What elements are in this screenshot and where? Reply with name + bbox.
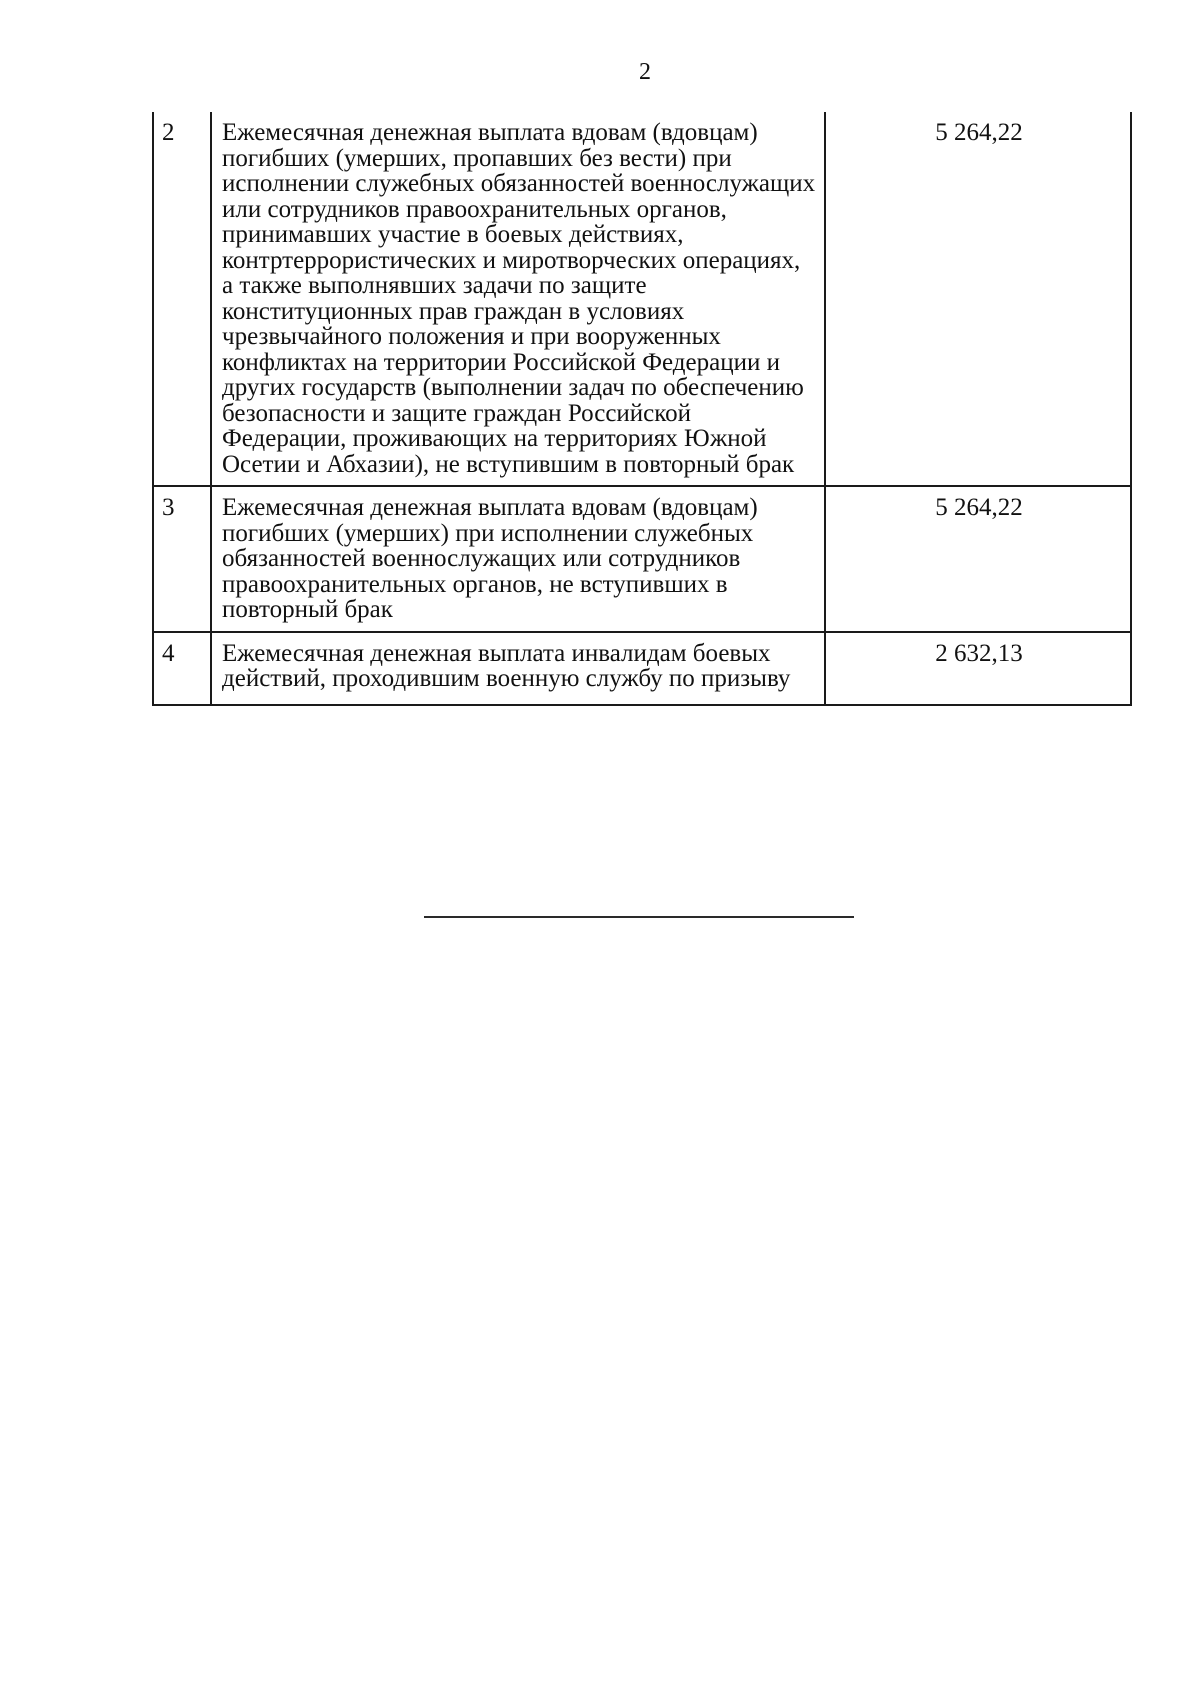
page-number: 2 [639, 59, 651, 85]
table-row [153, 112, 1131, 486]
payment-description: Ежемесячная денежная выплата вдовам (вдовцам) погибших (умерших, пропавших без вести) при исполнении служебных обязанностей военнослужащих или сотрудников правоохранительных органов, принимавших участие в боевых действиях, контртеррористических и миротворческих операциях, а также выполнявших задачи по защите конституционных прав граждан в условиях чрезвычайного положения и при вооруженных конфликтах на территории Российской Федерации и других государств (выполнении задач по обеспечению безопасности и защите граждан Российской Федерации, проживающих на территориях Южной Осетии и Абхазии), не вступившим в повторный брак [211, 112, 825, 486]
payment-description: Ежемесячная денежная выплата инвалидам боевых действий, проходившим военную службу по призыву [211, 632, 825, 705]
row-number: 2 [153, 112, 211, 486]
table-row [153, 632, 1131, 705]
row-number: 3 [153, 486, 211, 632]
payment-amount: 5 264,22 [825, 112, 1131, 486]
payments-table [152, 112, 1132, 706]
end-of-document-rule [424, 916, 854, 918]
table-row [153, 486, 1131, 632]
payment-description: Ежемесячная денежная выплата вдовам (вдовцам) погибших (умерших) при исполнении служебных обязанностей военнослужащих или сотрудников правоохранительных органов, не вступивших в повторный брак [211, 486, 825, 632]
payment-amount: 5 264,22 [825, 486, 1131, 632]
payment-amount: 2 632,13 [825, 632, 1131, 705]
row-number: 4 [153, 632, 211, 705]
